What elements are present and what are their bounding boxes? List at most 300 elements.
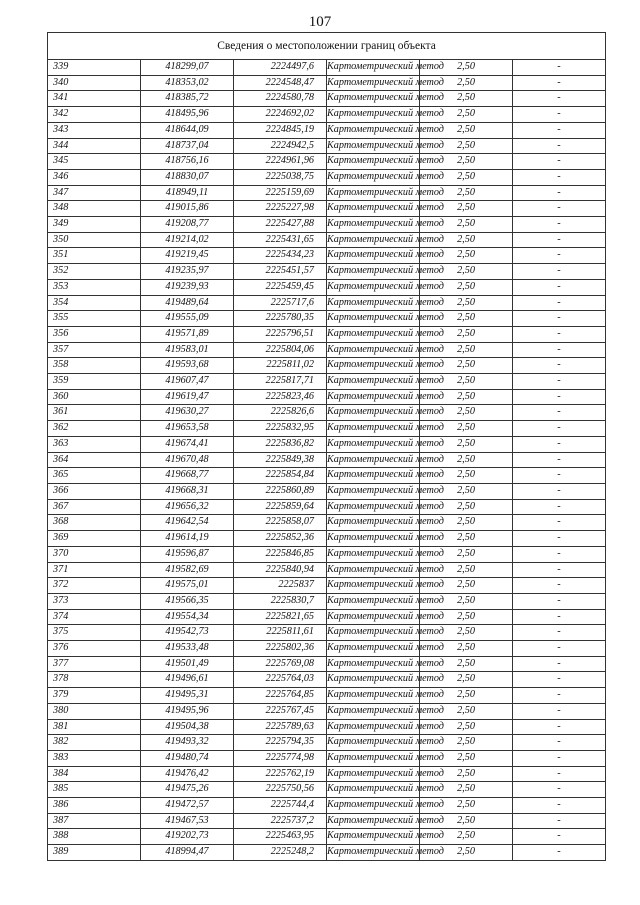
table-row — [48, 609, 606, 625]
accuracy-cell: 2,50 — [420, 735, 513, 751]
table-row — [48, 326, 606, 342]
x-coordinate-cell: 418737,04 — [141, 138, 234, 154]
y-coordinate-cell: 2225846,85 — [234, 546, 327, 562]
method-cell: Картометрический метод — [327, 578, 420, 594]
method-cell: Картометрический метод — [327, 421, 420, 437]
method-cell: Картометрический метод — [327, 311, 420, 327]
page-number: 107 — [308, 14, 332, 30]
point-number-cell: 371 — [48, 562, 141, 578]
x-coordinate-cell: 419619,47 — [141, 389, 234, 405]
method-cell: Картометрический метод — [327, 813, 420, 829]
table-row — [48, 782, 606, 798]
description-cell: - — [513, 326, 606, 342]
point-number-cell: 342 — [48, 107, 141, 123]
accuracy-cell: 2,50 — [420, 107, 513, 123]
point-number-cell: 364 — [48, 452, 141, 468]
method-cell: Картометрический метод — [327, 60, 420, 76]
accuracy-cell: 2,50 — [420, 845, 513, 861]
table-row — [48, 452, 606, 468]
table-row — [48, 295, 606, 311]
y-coordinate-cell: 2225774,98 — [234, 750, 327, 766]
method-cell: Картометрический метод — [327, 531, 420, 547]
point-number-cell: 357 — [48, 342, 141, 358]
y-coordinate-cell: 2225159,69 — [234, 185, 327, 201]
description-cell: - — [513, 154, 606, 170]
accuracy-cell: 2,50 — [420, 389, 513, 405]
table-row — [48, 578, 606, 594]
x-coordinate-cell: 419472,57 — [141, 798, 234, 814]
y-coordinate-cell: 2224692,02 — [234, 107, 327, 123]
method-cell: Картометрический метод — [327, 656, 420, 672]
accuracy-cell: 2,50 — [420, 169, 513, 185]
point-number-cell: 381 — [48, 719, 141, 735]
y-coordinate-cell: 2225832,95 — [234, 421, 327, 437]
method-cell: Картометрический метод — [327, 499, 420, 515]
x-coordinate-cell: 419566,35 — [141, 593, 234, 609]
y-coordinate-cell: 2225451,57 — [234, 264, 327, 280]
x-coordinate-cell: 418353,02 — [141, 75, 234, 91]
y-coordinate-cell: 2225858,07 — [234, 515, 327, 531]
x-coordinate-cell: 418756,16 — [141, 154, 234, 170]
description-cell: - — [513, 421, 606, 437]
point-number-cell: 370 — [48, 546, 141, 562]
y-coordinate-cell: 2225802,36 — [234, 641, 327, 657]
method-cell: Картометрический метод — [327, 641, 420, 657]
x-coordinate-cell: 419583,01 — [141, 342, 234, 358]
y-coordinate-cell: 2225796,51 — [234, 326, 327, 342]
description-cell: - — [513, 625, 606, 641]
method-cell: Картометрический метод — [327, 185, 420, 201]
accuracy-cell: 2,50 — [420, 342, 513, 358]
accuracy-cell: 2,50 — [420, 625, 513, 641]
y-coordinate-cell: 2224580,78 — [234, 91, 327, 107]
y-coordinate-cell: 2225434,23 — [234, 248, 327, 264]
accuracy-cell: 2,50 — [420, 60, 513, 76]
description-cell: - — [513, 813, 606, 829]
table-row — [48, 154, 606, 170]
y-coordinate-cell: 2225431,65 — [234, 232, 327, 248]
y-coordinate-cell: 2225717,6 — [234, 295, 327, 311]
y-coordinate-cell: 2225737,2 — [234, 813, 327, 829]
method-cell: Картометрический метод — [327, 546, 420, 562]
method-cell: Картометрический метод — [327, 829, 420, 845]
accuracy-cell: 2,50 — [420, 468, 513, 484]
y-coordinate-cell: 2225764,85 — [234, 688, 327, 704]
method-cell: Картометрический метод — [327, 264, 420, 280]
method-cell: Картометрический метод — [327, 154, 420, 170]
method-cell: Картометрический метод — [327, 374, 420, 390]
point-number-cell: 345 — [48, 154, 141, 170]
description-cell: - — [513, 688, 606, 704]
point-number-cell: 384 — [48, 766, 141, 782]
method-cell: Картометрический метод — [327, 436, 420, 452]
y-coordinate-cell: 2224548,47 — [234, 75, 327, 91]
accuracy-cell: 2,50 — [420, 154, 513, 170]
x-coordinate-cell: 419614,19 — [141, 531, 234, 547]
y-coordinate-cell: 2225769,08 — [234, 656, 327, 672]
description-cell: - — [513, 138, 606, 154]
table-row — [48, 515, 606, 531]
table-title: Сведения о местоположении границ объекта — [48, 33, 606, 60]
description-cell: - — [513, 311, 606, 327]
y-coordinate-cell: 2225767,45 — [234, 703, 327, 719]
method-cell: Картометрический метод — [327, 295, 420, 311]
point-number-cell: 367 — [48, 499, 141, 515]
x-coordinate-cell: 419571,89 — [141, 326, 234, 342]
description-cell: - — [513, 719, 606, 735]
y-coordinate-cell: 2224845,19 — [234, 122, 327, 138]
y-coordinate-cell: 2225811,02 — [234, 358, 327, 374]
description-cell: - — [513, 279, 606, 295]
x-coordinate-cell: 419476,42 — [141, 766, 234, 782]
description-cell: - — [513, 389, 606, 405]
accuracy-cell: 2,50 — [420, 326, 513, 342]
accuracy-cell: 2,50 — [420, 562, 513, 578]
point-number-cell: 344 — [48, 138, 141, 154]
accuracy-cell: 2,50 — [420, 405, 513, 421]
point-number-cell: 383 — [48, 750, 141, 766]
table-row — [48, 845, 606, 861]
y-coordinate-cell: 2225038,75 — [234, 169, 327, 185]
point-number-cell: 347 — [48, 185, 141, 201]
table-title-row — [48, 33, 606, 60]
description-cell: - — [513, 201, 606, 217]
table-row — [48, 562, 606, 578]
x-coordinate-cell: 418385,72 — [141, 91, 234, 107]
accuracy-cell: 2,50 — [420, 641, 513, 657]
table-row — [48, 813, 606, 829]
point-number-cell: 350 — [48, 232, 141, 248]
x-coordinate-cell: 419467,53 — [141, 813, 234, 829]
y-coordinate-cell: 2225780,35 — [234, 311, 327, 327]
method-cell: Картометрический метод — [327, 248, 420, 264]
y-coordinate-cell: 2225227,98 — [234, 201, 327, 217]
method-cell: Картометрический метод — [327, 342, 420, 358]
table-row — [48, 217, 606, 233]
method-cell: Картометрический метод — [327, 593, 420, 609]
x-coordinate-cell: 419542,73 — [141, 625, 234, 641]
description-cell: - — [513, 264, 606, 280]
point-number-cell: 369 — [48, 531, 141, 547]
point-number-cell: 343 — [48, 122, 141, 138]
point-number-cell: 362 — [48, 421, 141, 437]
point-number-cell: 365 — [48, 468, 141, 484]
table-row — [48, 122, 606, 138]
x-coordinate-cell: 419670,48 — [141, 452, 234, 468]
description-cell: - — [513, 122, 606, 138]
method-cell: Картометрический метод — [327, 452, 420, 468]
description-cell: - — [513, 656, 606, 672]
y-coordinate-cell: 2225794,35 — [234, 735, 327, 751]
table-row — [48, 185, 606, 201]
method-cell: Картометрический метод — [327, 672, 420, 688]
table-row — [48, 75, 606, 91]
x-coordinate-cell: 418495,96 — [141, 107, 234, 123]
y-coordinate-cell: 2225764,03 — [234, 672, 327, 688]
description-cell: - — [513, 107, 606, 123]
x-coordinate-cell: 418949,11 — [141, 185, 234, 201]
point-number-cell: 355 — [48, 311, 141, 327]
method-cell: Картометрический метод — [327, 201, 420, 217]
x-coordinate-cell: 419630,27 — [141, 405, 234, 421]
table-row — [48, 107, 606, 123]
x-coordinate-cell: 419239,93 — [141, 279, 234, 295]
point-number-cell: 356 — [48, 326, 141, 342]
y-coordinate-cell: 2225854,84 — [234, 468, 327, 484]
description-cell: - — [513, 483, 606, 499]
accuracy-cell: 2,50 — [420, 264, 513, 280]
method-cell: Картометрический метод — [327, 358, 420, 374]
table-row — [48, 688, 606, 704]
description-cell: - — [513, 562, 606, 578]
x-coordinate-cell: 419554,34 — [141, 609, 234, 625]
accuracy-cell: 2,50 — [420, 374, 513, 390]
accuracy-cell: 2,50 — [420, 578, 513, 594]
accuracy-cell: 2,50 — [420, 593, 513, 609]
description-cell: - — [513, 766, 606, 782]
method-cell: Картометрический метод — [327, 169, 420, 185]
table-row — [48, 279, 606, 295]
table-row — [48, 703, 606, 719]
accuracy-cell: 2,50 — [420, 531, 513, 547]
x-coordinate-cell: 419501,49 — [141, 656, 234, 672]
point-number-cell: 378 — [48, 672, 141, 688]
point-number-cell: 353 — [48, 279, 141, 295]
x-coordinate-cell: 419202,73 — [141, 829, 234, 845]
table-row — [48, 531, 606, 547]
accuracy-cell: 2,50 — [420, 358, 513, 374]
x-coordinate-cell: 419493,32 — [141, 735, 234, 751]
method-cell: Картометрический метод — [327, 91, 420, 107]
description-cell: - — [513, 499, 606, 515]
method-cell: Картометрический метод — [327, 798, 420, 814]
description-cell: - — [513, 374, 606, 390]
accuracy-cell: 2,50 — [420, 672, 513, 688]
description-cell: - — [513, 452, 606, 468]
method-cell: Картометрический метод — [327, 279, 420, 295]
y-coordinate-cell: 2225463,95 — [234, 829, 327, 845]
table-row — [48, 264, 606, 280]
description-cell: - — [513, 641, 606, 657]
table-row — [48, 60, 606, 76]
y-coordinate-cell: 2225849,38 — [234, 452, 327, 468]
point-number-cell: 385 — [48, 782, 141, 798]
point-number-cell: 351 — [48, 248, 141, 264]
description-cell: - — [513, 672, 606, 688]
x-coordinate-cell: 419555,09 — [141, 311, 234, 327]
y-coordinate-cell: 2225860,89 — [234, 483, 327, 499]
x-coordinate-cell: 419496,61 — [141, 672, 234, 688]
table-row — [48, 593, 606, 609]
x-coordinate-cell: 419674,41 — [141, 436, 234, 452]
y-coordinate-cell: 2225859,64 — [234, 499, 327, 515]
x-coordinate-cell: 419593,68 — [141, 358, 234, 374]
x-coordinate-cell: 419656,32 — [141, 499, 234, 515]
table-row — [48, 750, 606, 766]
accuracy-cell: 2,50 — [420, 782, 513, 798]
x-coordinate-cell: 419208,77 — [141, 217, 234, 233]
point-number-cell: 372 — [48, 578, 141, 594]
description-cell: - — [513, 531, 606, 547]
y-coordinate-cell: 2225762,19 — [234, 766, 327, 782]
method-cell: Картометрический метод — [327, 326, 420, 342]
method-cell: Картометрический метод — [327, 719, 420, 735]
y-coordinate-cell: 2225817,71 — [234, 374, 327, 390]
x-coordinate-cell: 419533,48 — [141, 641, 234, 657]
point-number-cell: 359 — [48, 374, 141, 390]
x-coordinate-cell: 419504,38 — [141, 719, 234, 735]
accuracy-cell: 2,50 — [420, 703, 513, 719]
accuracy-cell: 2,50 — [420, 609, 513, 625]
y-coordinate-cell: 2225821,65 — [234, 609, 327, 625]
table-row — [48, 468, 606, 484]
table-row — [48, 342, 606, 358]
accuracy-cell: 2,50 — [420, 688, 513, 704]
accuracy-cell: 2,50 — [420, 750, 513, 766]
description-cell: - — [513, 232, 606, 248]
method-cell: Картометрический метод — [327, 232, 420, 248]
accuracy-cell: 2,50 — [420, 798, 513, 814]
x-coordinate-cell: 419668,31 — [141, 483, 234, 499]
method-cell: Картометрический метод — [327, 138, 420, 154]
description-cell: - — [513, 578, 606, 594]
x-coordinate-cell: 419582,69 — [141, 562, 234, 578]
description-cell: - — [513, 169, 606, 185]
table-row — [48, 499, 606, 515]
table-row — [48, 232, 606, 248]
y-coordinate-cell: 2225836,82 — [234, 436, 327, 452]
y-coordinate-cell: 2224961,96 — [234, 154, 327, 170]
y-coordinate-cell: 2224942,5 — [234, 138, 327, 154]
accuracy-cell: 2,50 — [420, 232, 513, 248]
accuracy-cell: 2,50 — [420, 656, 513, 672]
y-coordinate-cell: 2225789,63 — [234, 719, 327, 735]
x-coordinate-cell: 418994,47 — [141, 845, 234, 861]
method-cell: Картометрический метод — [327, 625, 420, 641]
table-row — [48, 311, 606, 327]
description-cell: - — [513, 593, 606, 609]
y-coordinate-cell: 2225248,2 — [234, 845, 327, 861]
table-row — [48, 201, 606, 217]
accuracy-cell: 2,50 — [420, 217, 513, 233]
table-row — [48, 672, 606, 688]
method-cell: Картометрический метод — [327, 122, 420, 138]
description-cell: - — [513, 829, 606, 845]
y-coordinate-cell: 2225459,45 — [234, 279, 327, 295]
y-coordinate-cell: 2225750,56 — [234, 782, 327, 798]
table-row — [48, 358, 606, 374]
table-row — [48, 436, 606, 452]
point-number-cell: 375 — [48, 625, 141, 641]
description-cell: - — [513, 735, 606, 751]
x-coordinate-cell: 418299,07 — [141, 60, 234, 76]
table-row — [48, 625, 606, 641]
method-cell: Картометрический метод — [327, 782, 420, 798]
description-cell: - — [513, 515, 606, 531]
accuracy-cell: 2,50 — [420, 829, 513, 845]
method-cell: Картометрический метод — [327, 107, 420, 123]
point-number-cell: 352 — [48, 264, 141, 280]
x-coordinate-cell: 419596,87 — [141, 546, 234, 562]
boundary-points-table — [47, 32, 606, 861]
table-row — [48, 829, 606, 845]
method-cell: Картометрический метод — [327, 468, 420, 484]
y-coordinate-cell: 2225811,61 — [234, 625, 327, 641]
description-cell: - — [513, 436, 606, 452]
y-coordinate-cell: 2225826,6 — [234, 405, 327, 421]
description-cell: - — [513, 185, 606, 201]
y-coordinate-cell: 2225427,88 — [234, 217, 327, 233]
point-number-cell: 389 — [48, 845, 141, 861]
x-coordinate-cell: 419219,45 — [141, 248, 234, 264]
description-cell: - — [513, 468, 606, 484]
y-coordinate-cell: 2225840,94 — [234, 562, 327, 578]
description-cell: - — [513, 703, 606, 719]
x-coordinate-cell: 419607,47 — [141, 374, 234, 390]
x-coordinate-cell: 419489,64 — [141, 295, 234, 311]
x-coordinate-cell: 419668,77 — [141, 468, 234, 484]
accuracy-cell: 2,50 — [420, 719, 513, 735]
accuracy-cell: 2,50 — [420, 279, 513, 295]
point-number-cell: 361 — [48, 405, 141, 421]
accuracy-cell: 2,50 — [420, 311, 513, 327]
method-cell: Картометрический метод — [327, 703, 420, 719]
table-row — [48, 483, 606, 499]
point-number-cell: 346 — [48, 169, 141, 185]
accuracy-cell: 2,50 — [420, 515, 513, 531]
description-cell: - — [513, 60, 606, 76]
x-coordinate-cell: 419495,31 — [141, 688, 234, 704]
point-number-cell: 360 — [48, 389, 141, 405]
method-cell: Картометрический метод — [327, 405, 420, 421]
accuracy-cell: 2,50 — [420, 452, 513, 468]
x-coordinate-cell: 418830,07 — [141, 169, 234, 185]
point-number-cell: 340 — [48, 75, 141, 91]
method-cell: Картометрический метод — [327, 217, 420, 233]
point-number-cell: 382 — [48, 735, 141, 751]
y-coordinate-cell: 2225830,7 — [234, 593, 327, 609]
table-row — [48, 798, 606, 814]
method-cell: Картометрический метод — [327, 562, 420, 578]
description-cell: - — [513, 342, 606, 358]
accuracy-cell: 2,50 — [420, 421, 513, 437]
table-row — [48, 735, 606, 751]
accuracy-cell: 2,50 — [420, 122, 513, 138]
method-cell: Картометрический метод — [327, 766, 420, 782]
point-number-cell: 339 — [48, 60, 141, 76]
accuracy-cell: 2,50 — [420, 766, 513, 782]
point-number-cell: 368 — [48, 515, 141, 531]
point-number-cell: 363 — [48, 436, 141, 452]
description-cell: - — [513, 845, 606, 861]
method-cell: Картометрический метод — [327, 750, 420, 766]
table-row — [48, 641, 606, 657]
description-cell: - — [513, 546, 606, 562]
accuracy-cell: 2,50 — [420, 436, 513, 452]
x-coordinate-cell: 419015,86 — [141, 201, 234, 217]
y-coordinate-cell: 2225744,4 — [234, 798, 327, 814]
table-row — [48, 169, 606, 185]
accuracy-cell: 2,50 — [420, 248, 513, 264]
table-row — [48, 248, 606, 264]
accuracy-cell: 2,50 — [420, 75, 513, 91]
x-coordinate-cell: 419575,01 — [141, 578, 234, 594]
description-cell: - — [513, 609, 606, 625]
method-cell: Картометрический метод — [327, 515, 420, 531]
description-cell: - — [513, 295, 606, 311]
y-coordinate-cell: 2225823,46 — [234, 389, 327, 405]
x-coordinate-cell: 419642,54 — [141, 515, 234, 531]
